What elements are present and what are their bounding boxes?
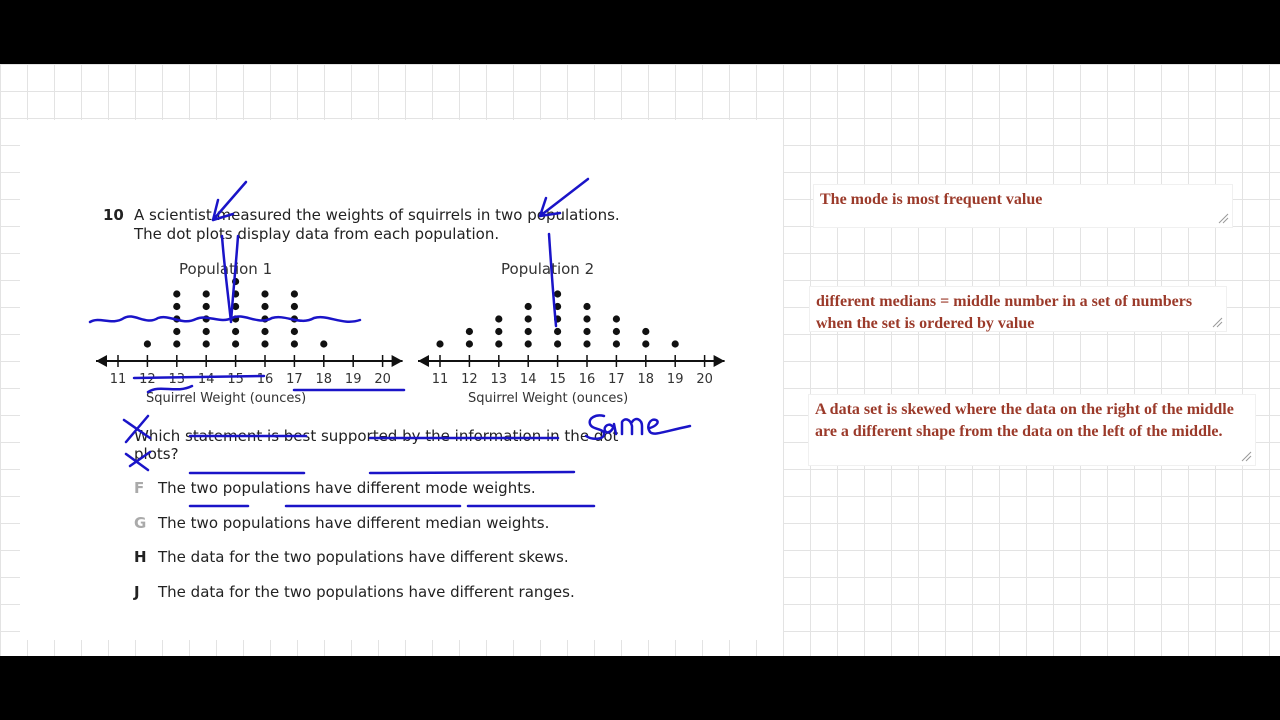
data-dot: [320, 340, 327, 347]
prompt-line1: Which statement is best supported by the information in the dot: [134, 427, 619, 445]
tick-label: 16: [578, 372, 596, 387]
data-dot: [291, 328, 298, 335]
data-dot: [173, 328, 180, 335]
tick-label: 14: [197, 372, 215, 387]
data-dot: [261, 315, 268, 322]
data-dot: [525, 315, 532, 322]
data-dot: [203, 315, 210, 322]
tick-label: 19: [344, 372, 362, 387]
choice-letter-g: G: [134, 514, 147, 532]
tick-label: 20: [374, 372, 391, 387]
data-dot: [466, 328, 473, 335]
data-dot: [583, 303, 590, 310]
data-dot: [525, 340, 532, 347]
tick-label: 17: [608, 372, 625, 387]
dot-plots: [20, 120, 783, 387]
data-dot: [554, 290, 561, 297]
note-median[interactable]: [809, 286, 1227, 332]
choice-text-h: The data for the two populations have different skews.: [158, 548, 569, 566]
data-dot: [173, 290, 180, 297]
plot-title-population-1: Population 1: [179, 260, 273, 278]
data-dot: [583, 315, 590, 322]
data-dot: [261, 303, 268, 310]
data-dot: [291, 303, 298, 310]
question-stem-line1: A scientist measured the weights of squirrels in two populations.: [134, 206, 620, 224]
data-dot: [203, 290, 210, 297]
data-dot: [291, 340, 298, 347]
data-dot: [495, 340, 502, 347]
data-dot: [554, 303, 561, 310]
axis-arrow-icon: [392, 355, 403, 367]
choice-text-j: The data for the two populations have different ranges.: [158, 583, 575, 601]
axis-arrow-icon: [418, 355, 429, 367]
data-dot: [613, 315, 620, 322]
data-dot: [232, 290, 239, 297]
question-number: 10: [103, 206, 124, 224]
data-dot: [232, 303, 239, 310]
data-dot: [232, 340, 239, 347]
data-dot: [173, 340, 180, 347]
tick-label: 18: [315, 372, 333, 387]
resize-handle-icon[interactable]: [1240, 450, 1252, 462]
choice-letter-f: F: [134, 479, 145, 497]
tick-label: 14: [519, 372, 537, 387]
note-mode-text: The mode is most frequent value: [820, 191, 1043, 208]
choice-letter-h: H: [134, 548, 147, 566]
axis-label-population-1: Squirrel Weight (ounces): [146, 391, 307, 406]
resize-handle-icon[interactable]: [1217, 212, 1229, 224]
note-skew[interactable]: [808, 394, 1256, 466]
data-dot: [613, 340, 620, 347]
plot-title-population-2: Population 2: [501, 260, 595, 278]
data-dot: [495, 328, 502, 335]
data-dot: [525, 328, 532, 335]
data-dot: [583, 340, 590, 347]
tick-label: 12: [139, 372, 156, 387]
tick-label: 20: [696, 372, 713, 387]
data-dot: [203, 328, 210, 335]
data-dot: [466, 340, 473, 347]
data-dot: [672, 340, 679, 347]
data-dot: [642, 340, 649, 347]
tick-label: 15: [227, 372, 244, 387]
axis-arrow-icon: [714, 355, 725, 367]
note-skew-text: A data set is skewed where the data on the right of the middle are a different shape from the data on the left of the middle.: [815, 401, 1234, 440]
data-dot: [291, 315, 298, 322]
axis-label-population-2: Squirrel Weight (ounces): [468, 391, 629, 406]
data-dot: [554, 340, 561, 347]
tick-label: 13: [168, 372, 186, 387]
data-dot: [232, 328, 239, 335]
tick-label: 15: [549, 372, 566, 387]
data-dot: [203, 340, 210, 347]
data-dot: [525, 303, 532, 310]
data-dot: [554, 328, 561, 335]
prompt-line2: plots?: [134, 445, 179, 463]
question-stem-line2: The dot plots display data from each population.: [134, 225, 500, 243]
tick-label: 19: [666, 372, 684, 387]
resize-handle-icon[interactable]: [1211, 316, 1223, 328]
tick-label: 17: [286, 372, 303, 387]
data-dot: [144, 340, 151, 347]
choice-letter-j: J: [134, 583, 140, 601]
data-dot: [291, 290, 298, 297]
data-dot: [495, 315, 502, 322]
data-dot: [173, 303, 180, 310]
data-dot: [642, 328, 649, 335]
note-mode[interactable]: [813, 184, 1233, 228]
tick-label: 13: [490, 372, 508, 387]
data-dot: [232, 278, 239, 285]
whiteboard-canvas[interactable]: [0, 64, 1280, 656]
tick-label: 16: [256, 372, 274, 387]
choice-text-g: The two populations have different median weights.: [158, 514, 550, 532]
tick-label: 11: [431, 372, 449, 387]
data-dot: [261, 328, 268, 335]
tick-label: 11: [109, 372, 127, 387]
note-median-text: different medians = middle number in a set of numbers when the set is ordered by value: [816, 293, 1193, 332]
axis-arrow-icon: [96, 355, 107, 367]
question-card: [20, 120, 783, 640]
data-dot: [436, 340, 443, 347]
data-dot: [232, 315, 239, 322]
choice-text-f: The two populations have different mode weights.: [158, 479, 536, 497]
data-dot: [173, 315, 180, 322]
data-dot: [554, 315, 561, 322]
tick-label: 12: [461, 372, 478, 387]
data-dot: [583, 328, 590, 335]
data-dot: [613, 328, 620, 335]
data-dot: [203, 303, 210, 310]
tick-label: 18: [637, 372, 655, 387]
data-dot: [261, 290, 268, 297]
data-dot: [261, 340, 268, 347]
